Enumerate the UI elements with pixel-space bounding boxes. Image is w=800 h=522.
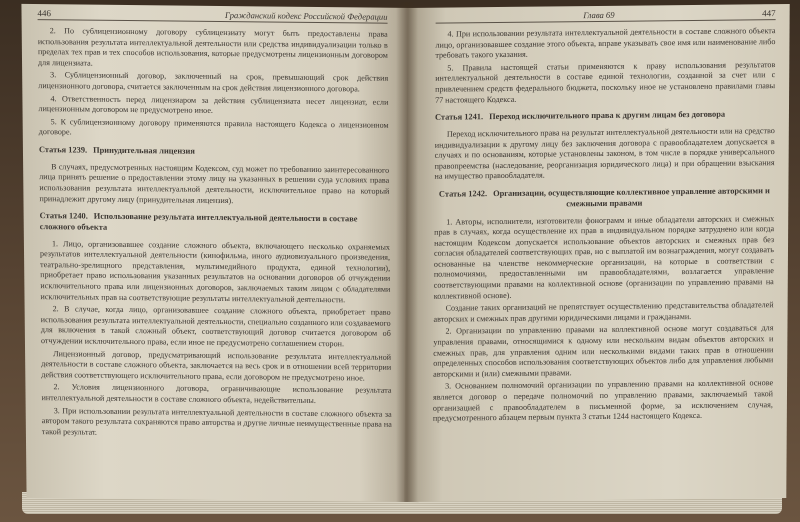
paragraph: 5. Правила настоящей статьи применяются к праву использования результатов интеллектуальной деятельности в составе единой технологии, созданной за счет или с привлечением средств федерального бюджета, поскольку иное не установлено правилами главы 77 настоящего Кодекса. [435, 59, 776, 105]
article-title: Использование результата интеллектуальной деятельности в составе сложного объекта [39, 211, 358, 232]
article-number: Статья 1241. [434, 112, 484, 122]
paragraph: Лицензионный договор, предусматривающий использование результата интеллектуальной деятельности в составе сложного объекта, заключается на весь срок и в отношении всей территории действия соответствующего исключительного права, если договором не предусмотрено иное. [41, 348, 392, 383]
article-1239-heading [39, 145, 389, 159]
right-page-number: 447 [762, 8, 776, 19]
right-running-title: Глава 69 [583, 9, 615, 21]
article-1241-heading [435, 109, 775, 123]
right-page [404, 4, 789, 502]
paragraph: 3. Сублицензионный договор, заключенный на срок, превышающий срок действия лицензионного договора, считается заключенным на срок действия лицензионного договора. [38, 70, 389, 94]
book-gutter-shadow [396, 2, 418, 502]
left-page-number: 446 [37, 8, 52, 19]
paragraph: 4. При использовании результата интеллектуальной деятельности в составе сложного объекта лицо, организовавшее создание этого объекта, вправе указывать свое имя или наименование либо требовать такого указания. [435, 26, 776, 60]
article-number: Статья 1242. [438, 189, 488, 199]
paragraph: 2. По сублицензионному договору сублицензиату могут быть предоставлены права использования результата интеллектуальной деятельности или средства индивидуализации только в пределах тех прав и тех способов использования, которые предусмотрены лицензионным договором для лицензиата. [37, 26, 388, 68]
paragraph: 5. К сублицензионному договору применяются правила настоящего Кодекса о лицензионном договоре. [38, 116, 389, 137]
article-title: Принудительная лицензия [93, 145, 195, 156]
paragraph: 4. Ответственность перед лицензиаром за действия сублицензиата несет лицензиат, если лицензионным договором не предусмотрено иное. [38, 93, 389, 116]
paragraph: Переход исключительного права на результат интеллектуальной деятельности или на средство индивидуализации к другому лицу без заключения договора с правообладателем допускается в случаях и по основаниям, которые установлены законом, в том числе в порядке универсального правопреемства (наследование, реорганизация юридического лица) и при обращении взыскания на имущество правообладателя. [434, 126, 775, 182]
article-1242-heading [434, 186, 774, 211]
article-title: Переход исключительного права к другим лицам без договора [489, 109, 726, 122]
article-number: Статья 1240. [39, 211, 88, 221]
article-title: Организации, осуществляющие коллективное управление авторскими и смежными правами [493, 186, 770, 209]
paragraph: 2. Условия лицензионного договора, ограничивающие использование результата интеллектуальной деятельности в составе сложного объекта, недействительны. [41, 382, 392, 406]
left-running-title: Гражданский кодекс Российской Федерации [224, 10, 388, 22]
paragraph: 1. Лицо, организовавшее создание сложного объекта, включающего несколько охраняемых результатов интеллектуальной деятельности (кинофильма, иного аудиовизуального произведения, театрально-зрелищного представления, мультимедийного продукта, единой технологии), приобретает право использования указанных результатов на основании договоров об отчуждении исключительного права или лицензионных договоров, заключаемых таким лицом с обладателями исключительных прав на соответствующие результаты интеллектуальной деятельности. [39, 238, 391, 304]
article-1240-heading [40, 211, 390, 236]
right-running-head [436, 8, 776, 24]
paragraph: 3. При использовании результата интеллектуальной деятельности в составе сложного объекта за автором такого результата сохраняются право авторства и другие личные неимущественные права на такой результат. [41, 405, 392, 437]
article-number: Статья 1239. [38, 145, 88, 155]
paragraph: 1. Авторы, исполнители, изготовители фонограмм и иные обладатели авторских и смежных прав в случаях, когда осуществление их прав в индивидуальном порядке затруднено или когда настоящим Кодексом допускается использование объектов авторских и смежных прав без согласия обладателей соответствующих прав, но с выплатой им вознаграждения, могут создавать основанные на членстве некоммерческие организации, на которые в соответствии с полномочиями, предоставленными им правообладателями, возлагается управление соответствующими правами на коллективной основе (организации по управлению правами на коллективной основе). [433, 213, 775, 301]
paragraph: 2. Организации по управлению правами на коллективной основе могут создаваться для управления правами, относящимися к одному или нескольким видам объектов авторских и смежных прав, для управления одним или несколькими видами таких прав в отношении определенных способов использования соответствующих объектов либо для управления любыми авторскими и (или) смежными правами. [433, 323, 774, 379]
paragraph: Создание таких организаций не препятствует осуществлению представительства обладателей авторских и смежных прав другими юридическими лицами и гражданами. [433, 300, 774, 324]
paragraph: В случаях, предусмотренных настоящим Кодексом, суд может по требованию заинтересованного лица принять решение о предоставлении этому лицу на указанных в решении суда условиях права использования результата интеллектуальной деятельности, исключительное право на который принадлежит другому лицу (принудительная лицензия). [39, 161, 390, 205]
paragraph: 3. Основанием полномочий организации по управлению правами на коллективной основе является договор о передаче полномочий по управлению правами, заключаемый такой организацией с правообладателем в письменной форме, за исключением случая, предусмотренного абзацем первым пункта 3 статьи 1244 настоящего Кодекса. [432, 378, 774, 423]
paragraph: 2. В случае, когда лицо, организовавшее создание сложного объекта, приобретает право использования результата интеллектуальной деятельности, специально созданного или создаваемого для включения в такой сложный объект, соответствующий договор считается договором об отчуждении исключительного права, если иное не предусмотрено соглашением сторон. [40, 304, 391, 349]
left-running-head [37, 8, 387, 24]
left-page [21, 4, 418, 502]
